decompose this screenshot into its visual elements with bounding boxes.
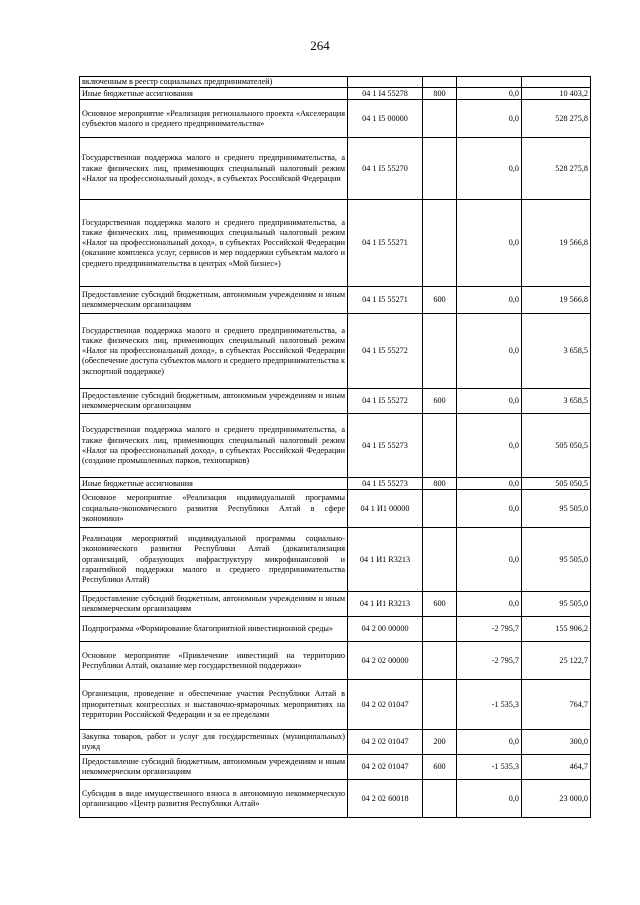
row-expense-type: [423, 780, 457, 818]
budget-table: [79, 76, 591, 818]
table-row: [80, 138, 591, 200]
table-row: [80, 642, 591, 680]
row-expense-type: 600: [423, 755, 457, 780]
table-row: [80, 680, 591, 730]
table-row: [80, 287, 591, 314]
row-total-amount: 764,7: [522, 680, 591, 730]
row-change-amount: 0,0: [457, 314, 522, 389]
row-name: Реализация мероприятий индивидуальной программы социально-экономического развития Республики Алтай (докапитализация организаций, образующих инфраструктуру микрофинансовой и гарантийной поддержки малого и среднего предпринимательства Республики Алтай): [80, 528, 348, 592]
row-change-amount: 0,0: [457, 780, 522, 818]
row-name: Субсидия в виде имущественного взноса в автономную некоммерческую организацию «Центр развития Республики Алтай»: [80, 780, 348, 818]
row-total-amount: 528 275,8: [522, 138, 591, 200]
row-change-amount: 0,0: [457, 138, 522, 200]
row-total-amount: 95 505,0: [522, 592, 591, 617]
row-change-amount: -2 795,7: [457, 617, 522, 642]
row-expense-type: [423, 200, 457, 287]
row-code: 04 2 02 60018: [348, 780, 423, 818]
row-name: Закупка товаров, работ и услуг для государственных (муниципальных) нужд: [80, 730, 348, 755]
row-name: Предоставление субсидий бюджетным, автономным учреждениям и иным некоммерческим организациям: [80, 592, 348, 617]
row-code: 04 1 И1 R3213: [348, 592, 423, 617]
row-expense-type: 800: [423, 88, 457, 100]
row-code: 04 1 I5 55270: [348, 138, 423, 200]
row-change-amount: 0,0: [457, 528, 522, 592]
row-total-amount: 95 505,0: [522, 490, 591, 528]
row-total-amount: 19 566,8: [522, 200, 591, 287]
row-name: Государственная поддержка малого и среднего предпринимательства, а также физических лиц, применяющих специальный налоговый режим «Налог на профессиональный доход», в субъектах Российской Федерации (обеспечение доступа субъектов малого и среднего предпринимательства к экспортной поддержке): [80, 314, 348, 389]
row-code: 04 2 02 00000: [348, 642, 423, 680]
row-code: 04 1 I4 55278: [348, 88, 423, 100]
row-total-amount: 528 275,8: [522, 100, 591, 138]
row-change-amount: 0,0: [457, 478, 522, 490]
row-expense-type: 800: [423, 478, 457, 490]
row-change-amount: 0,0: [457, 389, 522, 414]
row-change-amount: -2 795,7: [457, 642, 522, 680]
row-total-amount: 23 000,0: [522, 780, 591, 818]
row-change-amount: 0,0: [457, 287, 522, 314]
row-change-amount: 0,0: [457, 490, 522, 528]
row-code: 04 1 I5 55271: [348, 200, 423, 287]
row-total-amount: 505 050,5: [522, 414, 591, 478]
row-change-amount: 0,0: [457, 100, 522, 138]
row-name: Иные бюджетные ассигнования: [80, 478, 348, 490]
table-row: [80, 617, 591, 642]
row-name: Иные бюджетные ассигнования: [80, 88, 348, 100]
row-expense-type: [423, 642, 457, 680]
row-total-amount: 3 658,5: [522, 389, 591, 414]
row-total-amount: [522, 77, 591, 88]
row-change-amount: 0,0: [457, 592, 522, 617]
row-total-amount: 10 403,2: [522, 88, 591, 100]
row-name: Основное мероприятие «Реализация регионального проекта «Акселерация субъектов малого и среднего предпринимательства»: [80, 100, 348, 138]
table-row: [80, 414, 591, 478]
row-expense-type: 600: [423, 389, 457, 414]
table-row: [80, 730, 591, 755]
row-code: 04 2 02 01047: [348, 755, 423, 780]
row-name: Государственная поддержка малого и среднего предпринимательства, а также физических лиц, применяющих специальный налоговый режим «Налог на профессиональный доход», в субъектах Российской Федерации (создание промышленных парков, технопарков): [80, 414, 348, 478]
row-expense-type: [423, 100, 457, 138]
row-code: 04 1 И1 00000: [348, 490, 423, 528]
row-expense-type: [423, 490, 457, 528]
row-name: Организация, проведение и обеспечение участия Республики Алтай в приоритетных конгрессных и выставочно-ярмарочных мероприятиях на территории Российской Федерации и за ее пределами: [80, 680, 348, 730]
row-code: 04 1 I5 55272: [348, 314, 423, 389]
row-name: Государственная поддержка малого и среднего предпринимательства, а также физических лиц, применяющих специальный налоговый режим «Налог на профессиональный доход», в субъектах Российской Федерации: [80, 138, 348, 200]
row-name: Основное мероприятие «Привлечение инвестиций на территорию Республики Алтай, оказание мер государственной поддержки»: [80, 642, 348, 680]
row-total-amount: 155 906,2: [522, 617, 591, 642]
row-code: 04 1 I5 00000: [348, 100, 423, 138]
row-change-amount: -1 535,3: [457, 680, 522, 730]
row-code: [348, 77, 423, 88]
table-row: [80, 200, 591, 287]
row-change-amount: [457, 77, 522, 88]
table-row: [80, 88, 591, 100]
row-code: 04 1 И1 R3213: [348, 528, 423, 592]
row-expense-type: 600: [423, 287, 457, 314]
row-total-amount: 95 505,0: [522, 528, 591, 592]
row-expense-type: [423, 528, 457, 592]
table-row: [80, 77, 591, 88]
table-row: [80, 755, 591, 780]
row-code: 04 2 02 01047: [348, 680, 423, 730]
row-total-amount: 505 050,5: [522, 478, 591, 490]
page-number: 264: [310, 38, 330, 53]
row-expense-type: [423, 414, 457, 478]
table-row: [80, 490, 591, 528]
row-change-amount: 0,0: [457, 200, 522, 287]
table-row: [80, 314, 591, 389]
row-change-amount: 0,0: [457, 730, 522, 755]
table-row: [80, 389, 591, 414]
row-expense-type: [423, 617, 457, 642]
row-expense-type: [423, 138, 457, 200]
row-change-amount: -1 535,3: [457, 755, 522, 780]
row-expense-type: 200: [423, 730, 457, 755]
row-name: Предоставление субсидий бюджетным, автономным учреждениям и иным некоммерческим организациям: [80, 287, 348, 314]
table-row: [80, 478, 591, 490]
row-expense-type: [423, 314, 457, 389]
row-code: 04 2 02 01047: [348, 730, 423, 755]
row-total-amount: 300,0: [522, 730, 591, 755]
row-code: 04 1 I5 55273: [348, 478, 423, 490]
row-name: Предоставление субсидий бюджетным, автономным учреждениям и иным некоммерческим организациям: [80, 755, 348, 780]
row-name: включенным в реестр социальных предпринимателей): [80, 77, 348, 88]
table-row: [80, 592, 591, 617]
row-expense-type: 600: [423, 592, 457, 617]
row-code: 04 2 00 00000: [348, 617, 423, 642]
row-expense-type: [423, 77, 457, 88]
row-code: 04 1 I5 55271: [348, 287, 423, 314]
row-code: 04 1 I5 55273: [348, 414, 423, 478]
row-change-amount: 0,0: [457, 88, 522, 100]
row-name: Основное мероприятие «Реализация индивидуальной программы социально-экономического развития Республики Алтай в сфере экономики»: [80, 490, 348, 528]
row-total-amount: 464,7: [522, 755, 591, 780]
row-total-amount: 25 122,7: [522, 642, 591, 680]
row-code: 04 1 I5 55272: [348, 389, 423, 414]
row-change-amount: 0,0: [457, 414, 522, 478]
row-expense-type: [423, 680, 457, 730]
row-name: Предоставление субсидий бюджетным, автономным учреждениям и иным некоммерческим организациям: [80, 389, 348, 414]
row-name: Подпрограмма «Формирование благоприятной инвестиционной среды»: [80, 617, 348, 642]
table-row: [80, 780, 591, 818]
row-name: Государственная поддержка малого и среднего предпринимательства, а также физических лиц, применяющих специальный налоговый режим «Налог на профессиональный доход», в субъектах Российской Федерации (оказание комплекса услуг, сервисов и мер поддержки субъектам малого и среднего предпринимательства в центрах «Мой бизнес»): [80, 200, 348, 287]
row-total-amount: 19 566,8: [522, 287, 591, 314]
row-total-amount: 3 658,5: [522, 314, 591, 389]
table-row: [80, 100, 591, 138]
table-row: [80, 528, 591, 592]
